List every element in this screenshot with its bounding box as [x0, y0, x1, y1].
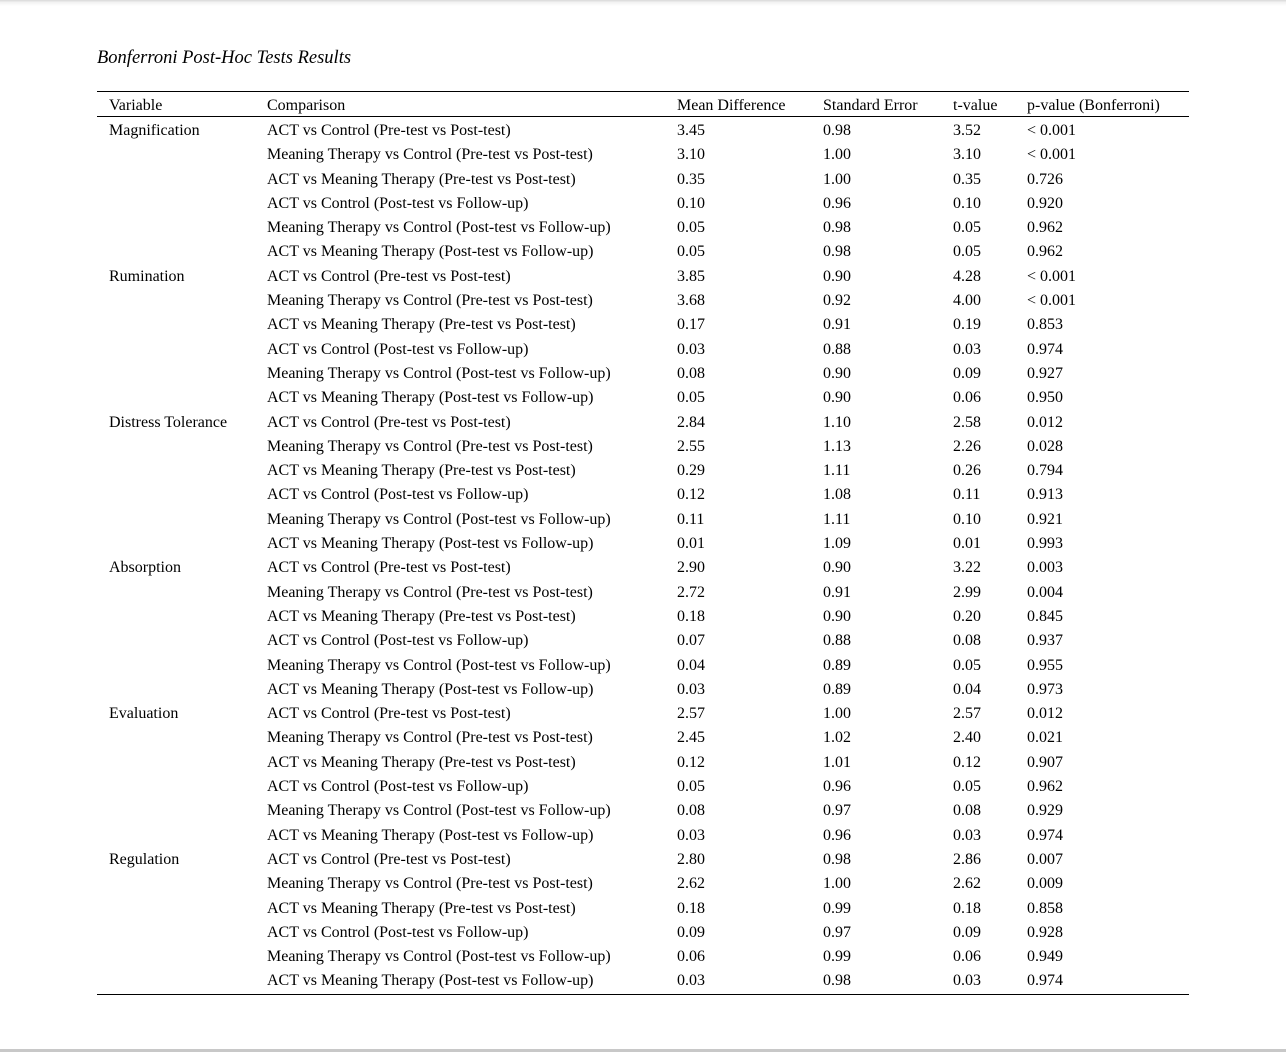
cell-standard-error: 0.98 — [823, 243, 851, 261]
cell-mean-difference: 0.29 — [677, 462, 705, 480]
cell-comparison: Meaning Therapy vs Control (Post-test vs Follow-up) — [267, 948, 611, 966]
cell-p-value: 0.012 — [1027, 413, 1063, 431]
cell-comparison: ACT vs Meaning Therapy (Post-test vs Follow-up) — [267, 243, 594, 261]
cell-mean-difference: 0.11 — [677, 510, 705, 528]
table-row — [97, 678, 1189, 702]
cell-standard-error: 0.99 — [823, 899, 851, 917]
cell-mean-difference: 0.03 — [677, 972, 705, 990]
table-row — [97, 824, 1189, 848]
table-caption: Bonferroni Post-Hoc Tests Results — [97, 48, 352, 68]
table-row — [97, 338, 1189, 362]
cell-t-value: 0.19 — [953, 316, 981, 334]
cell-standard-error: 1.11 — [823, 462, 851, 480]
cell-t-value: 0.12 — [953, 753, 981, 771]
table-row — [97, 386, 1189, 410]
cell-p-value: 0.955 — [1027, 656, 1063, 674]
cell-standard-error: 0.98 — [823, 219, 851, 237]
cell-mean-difference: 0.35 — [677, 170, 705, 188]
cell-standard-error: 0.98 — [823, 122, 851, 139]
cell-standard-error: 0.89 — [823, 656, 851, 674]
table-row — [97, 313, 1189, 337]
table-row — [97, 751, 1189, 775]
cell-t-value: 0.06 — [953, 948, 981, 966]
cell-variable: Evaluation — [109, 705, 179, 723]
table-row — [97, 168, 1189, 192]
cell-mean-difference: 2.90 — [677, 559, 705, 577]
cell-comparison: Meaning Therapy vs Control (Pre-test vs Post-test) — [267, 875, 593, 893]
cell-standard-error: 1.08 — [823, 486, 851, 504]
cell-mean-difference: 2.84 — [677, 413, 705, 431]
cell-standard-error: 0.90 — [823, 559, 851, 577]
cell-comparison: ACT vs Control (Post-test vs Follow-up) — [267, 194, 529, 212]
cell-mean-difference: 0.09 — [677, 923, 705, 941]
cell-mean-difference: 0.01 — [677, 535, 705, 553]
cell-t-value: 3.52 — [953, 122, 981, 139]
cell-mean-difference: 2.55 — [677, 437, 705, 455]
cell-p-value: 0.907 — [1027, 753, 1063, 771]
table-row — [97, 921, 1189, 945]
cell-p-value: 0.853 — [1027, 316, 1063, 334]
cell-comparison: Meaning Therapy vs Control (Post-test vs Follow-up) — [267, 219, 611, 237]
cell-variable: Absorption — [109, 559, 181, 577]
cell-comparison: Meaning Therapy vs Control (Pre-test vs Post-test) — [267, 437, 593, 455]
cell-standard-error: 1.00 — [823, 146, 851, 164]
cell-t-value: 0.08 — [953, 632, 981, 650]
cell-mean-difference: 0.05 — [677, 778, 705, 796]
cell-standard-error: 1.01 — [823, 753, 851, 771]
cell-comparison: Meaning Therapy vs Control (Pre-test vs Post-test) — [267, 583, 593, 601]
cell-mean-difference: 0.17 — [677, 316, 705, 334]
cell-comparison: ACT vs Control (Post-test vs Follow-up) — [267, 632, 529, 650]
results-table — [97, 91, 1189, 995]
cell-t-value: 0.05 — [953, 243, 981, 261]
cell-t-value: 0.05 — [953, 656, 981, 674]
cell-mean-difference: 3.10 — [677, 146, 705, 164]
cell-t-value: 0.05 — [953, 219, 981, 237]
cell-t-value: 0.10 — [953, 510, 981, 528]
cell-p-value: 0.962 — [1027, 778, 1063, 796]
cell-t-value: 0.11 — [953, 486, 981, 504]
table-row — [97, 192, 1189, 216]
cell-t-value: 0.18 — [953, 899, 981, 917]
cell-comparison: ACT vs Control (Pre-test vs Post-test) — [267, 122, 511, 139]
table-row — [97, 119, 1189, 143]
cell-p-value: < 0.001 — [1027, 122, 1077, 139]
cell-p-value: 0.007 — [1027, 850, 1063, 868]
cell-t-value: 2.58 — [953, 413, 981, 431]
cell-p-value: 0.974 — [1027, 340, 1063, 358]
cell-comparison: ACT vs Meaning Therapy (Post-test vs Follow-up) — [267, 972, 594, 990]
cell-t-value: 0.03 — [953, 340, 981, 358]
cell-p-value: < 0.001 — [1027, 146, 1077, 164]
cell-mean-difference: 2.72 — [677, 583, 705, 601]
cell-p-value: 0.973 — [1027, 680, 1063, 698]
cell-comparison: ACT vs Meaning Therapy (Post-test vs Follow-up) — [267, 389, 594, 407]
cell-standard-error: 1.10 — [823, 413, 851, 431]
table-row — [97, 240, 1189, 264]
cell-comparison: ACT vs Meaning Therapy (Pre-test vs Post-test) — [267, 462, 576, 480]
cell-mean-difference: 3.45 — [677, 122, 705, 139]
cell-p-value: 0.009 — [1027, 875, 1063, 893]
cell-mean-difference: 0.06 — [677, 948, 705, 966]
table-row — [97, 289, 1189, 313]
cell-mean-difference: 2.80 — [677, 850, 705, 868]
cell-mean-difference: 0.03 — [677, 340, 705, 358]
table-row — [97, 969, 1189, 993]
cell-comparison: ACT vs Meaning Therapy (Pre-test vs Post-test) — [267, 899, 576, 917]
cell-p-value: 0.794 — [1027, 462, 1063, 480]
cell-standard-error: 0.90 — [823, 267, 851, 285]
cell-standard-error: 0.98 — [823, 972, 851, 990]
cell-standard-error: 0.92 — [823, 292, 851, 310]
cell-comparison: Meaning Therapy vs Control (Post-test vs Follow-up) — [267, 364, 611, 382]
table-row — [97, 265, 1189, 289]
cell-standard-error: 0.96 — [823, 778, 851, 796]
cell-p-value: 0.858 — [1027, 899, 1063, 917]
cell-comparison: Meaning Therapy vs Control (Pre-test vs Post-test) — [267, 729, 593, 747]
cell-t-value: 3.10 — [953, 146, 981, 164]
cell-mean-difference: 0.10 — [677, 194, 705, 212]
table-row — [97, 629, 1189, 653]
cell-standard-error: 1.09 — [823, 535, 851, 553]
cell-p-value: 0.913 — [1027, 486, 1063, 504]
cell-mean-difference: 3.85 — [677, 267, 705, 285]
table-row — [97, 216, 1189, 240]
cell-standard-error: 0.97 — [823, 802, 851, 820]
cell-standard-error: 0.98 — [823, 850, 851, 868]
cell-p-value: 0.003 — [1027, 559, 1063, 577]
table-row — [97, 897, 1189, 921]
header-t-value: t-value — [953, 97, 998, 114]
cell-mean-difference: 0.05 — [677, 389, 705, 407]
header-p-value: p-value (Bonferroni) — [1027, 97, 1160, 114]
table-row — [97, 411, 1189, 435]
cell-mean-difference: 0.05 — [677, 243, 705, 261]
cell-t-value: 2.62 — [953, 875, 981, 893]
cell-t-value: 2.57 — [953, 705, 981, 723]
table-row — [97, 459, 1189, 483]
cell-comparison: ACT vs Control (Pre-test vs Post-test) — [267, 267, 511, 285]
table-row — [97, 532, 1189, 556]
cell-variable: Rumination — [109, 267, 185, 285]
cell-p-value: 0.004 — [1027, 583, 1063, 601]
table-row — [97, 872, 1189, 896]
cell-mean-difference: 0.08 — [677, 364, 705, 382]
cell-p-value: 0.950 — [1027, 389, 1063, 407]
cell-comparison: ACT vs Meaning Therapy (Post-test vs Follow-up) — [267, 680, 594, 698]
cell-t-value: 2.40 — [953, 729, 981, 747]
cell-mean-difference: 0.03 — [677, 826, 705, 844]
table-row — [97, 581, 1189, 605]
cell-mean-difference: 2.57 — [677, 705, 705, 723]
cell-p-value: 0.920 — [1027, 194, 1063, 212]
cell-standard-error: 0.96 — [823, 826, 851, 844]
cell-variable: Distress Tolerance — [109, 413, 228, 431]
cell-comparison: ACT vs Meaning Therapy (Pre-test vs Post-test) — [267, 753, 576, 771]
cell-comparison: ACT vs Meaning Therapy (Pre-test vs Post-test) — [267, 316, 576, 334]
cell-mean-difference: 0.18 — [677, 899, 705, 917]
cell-p-value: < 0.001 — [1027, 292, 1077, 310]
cell-mean-difference: 0.03 — [677, 680, 705, 698]
table-row — [97, 605, 1189, 629]
table-row — [97, 362, 1189, 386]
cell-comparison: ACT vs Control (Pre-test vs Post-test) — [267, 850, 511, 868]
cell-mean-difference: 0.12 — [677, 486, 705, 504]
header-variable: Variable — [109, 97, 163, 114]
cell-comparison: Meaning Therapy vs Control (Pre-test vs Post-test) — [267, 292, 593, 310]
cell-t-value: 0.26 — [953, 462, 981, 480]
table-body — [97, 117, 1189, 994]
cell-standard-error: 0.90 — [823, 607, 851, 625]
cell-comparison: Meaning Therapy vs Control (Pre-test vs Post-test) — [267, 146, 593, 164]
cell-p-value: 0.928 — [1027, 923, 1063, 941]
cell-p-value: 0.845 — [1027, 607, 1063, 625]
header-standard-error: Standard Error — [823, 97, 918, 114]
cell-standard-error: 0.88 — [823, 340, 851, 358]
page-top-shadow — [0, 0, 1286, 6]
cell-p-value: 0.962 — [1027, 219, 1063, 237]
table-row — [97, 799, 1189, 823]
cell-p-value: 0.949 — [1027, 948, 1063, 966]
cell-p-value: 0.929 — [1027, 802, 1063, 820]
cell-p-value: 0.974 — [1027, 826, 1063, 844]
cell-p-value: 0.726 — [1027, 170, 1063, 188]
cell-mean-difference: 2.62 — [677, 875, 705, 893]
cell-standard-error: 1.11 — [823, 510, 851, 528]
cell-t-value: 0.08 — [953, 802, 981, 820]
cell-standard-error: 0.90 — [823, 389, 851, 407]
cell-mean-difference: 0.05 — [677, 219, 705, 237]
cell-comparison: ACT vs Control (Pre-test vs Post-test) — [267, 559, 511, 577]
table-row — [97, 702, 1189, 726]
cell-t-value: 0.05 — [953, 778, 981, 796]
cell-standard-error: 0.91 — [823, 583, 851, 601]
table-row — [97, 508, 1189, 532]
cell-standard-error: 0.99 — [823, 948, 851, 966]
cell-mean-difference: 0.12 — [677, 753, 705, 771]
cell-p-value: 0.974 — [1027, 972, 1063, 990]
cell-mean-difference: 3.68 — [677, 292, 705, 310]
table-row — [97, 483, 1189, 507]
cell-p-value: 0.937 — [1027, 632, 1063, 650]
cell-t-value: 0.01 — [953, 535, 981, 553]
cell-standard-error: 1.00 — [823, 170, 851, 188]
cell-mean-difference: 0.18 — [677, 607, 705, 625]
cell-comparison: ACT vs Meaning Therapy (Post-test vs Follow-up) — [267, 826, 594, 844]
cell-comparison: ACT vs Meaning Therapy (Pre-test vs Post-test) — [267, 170, 576, 188]
cell-comparison: ACT vs Control (Post-test vs Follow-up) — [267, 340, 529, 358]
cell-t-value: 2.26 — [953, 437, 981, 455]
cell-comparison: ACT vs Control (Pre-test vs Post-test) — [267, 413, 511, 431]
cell-t-value: 4.00 — [953, 292, 981, 310]
cell-t-value: 4.28 — [953, 267, 981, 285]
table-row — [97, 654, 1189, 678]
cell-standard-error: 0.90 — [823, 364, 851, 382]
cell-standard-error: 0.88 — [823, 632, 851, 650]
cell-t-value: 0.03 — [953, 972, 981, 990]
cell-p-value: 0.927 — [1027, 364, 1063, 382]
cell-t-value: 3.22 — [953, 559, 981, 577]
cell-comparison: Meaning Therapy vs Control (Post-test vs Follow-up) — [267, 656, 611, 674]
cell-t-value: 0.09 — [953, 364, 981, 382]
cell-mean-difference: 0.04 — [677, 656, 705, 674]
cell-variable: Magnification — [109, 122, 200, 139]
table-row — [97, 848, 1189, 872]
cell-mean-difference: 2.45 — [677, 729, 705, 747]
cell-t-value: 2.99 — [953, 583, 981, 601]
header-mean-difference: Mean Difference — [677, 97, 786, 114]
cell-comparison: ACT vs Control (Pre-test vs Post-test) — [267, 705, 511, 723]
cell-t-value: 0.09 — [953, 923, 981, 941]
cell-t-value: 0.10 — [953, 194, 981, 212]
header-comparison: Comparison — [267, 97, 346, 114]
cell-standard-error: 1.13 — [823, 437, 851, 455]
cell-comparison: ACT vs Control (Post-test vs Follow-up) — [267, 923, 529, 941]
cell-p-value: < 0.001 — [1027, 267, 1077, 285]
cell-standard-error: 0.97 — [823, 923, 851, 941]
cell-p-value: 0.962 — [1027, 243, 1063, 261]
cell-p-value: 0.993 — [1027, 535, 1063, 553]
cell-standard-error: 0.91 — [823, 316, 851, 334]
table-row — [97, 726, 1189, 750]
table-row — [97, 435, 1189, 459]
cell-mean-difference: 0.08 — [677, 802, 705, 820]
cell-p-value: 0.028 — [1027, 437, 1063, 455]
cell-mean-difference: 0.07 — [677, 632, 705, 650]
cell-t-value: 0.35 — [953, 170, 981, 188]
cell-standard-error: 1.00 — [823, 705, 851, 723]
cell-standard-error: 1.02 — [823, 729, 851, 747]
table-row — [97, 143, 1189, 167]
cell-p-value: 0.012 — [1027, 705, 1063, 723]
cell-variable: Regulation — [109, 850, 180, 868]
cell-t-value: 0.20 — [953, 607, 981, 625]
cell-p-value: 0.921 — [1027, 510, 1063, 528]
cell-comparison: ACT vs Control (Post-test vs Follow-up) — [267, 486, 529, 504]
cell-standard-error: 0.96 — [823, 194, 851, 212]
table-row — [97, 775, 1189, 799]
cell-comparison: ACT vs Control (Post-test vs Follow-up) — [267, 778, 529, 796]
cell-t-value: 0.04 — [953, 680, 981, 698]
cell-t-value: 0.06 — [953, 389, 981, 407]
cell-comparison: ACT vs Meaning Therapy (Pre-test vs Post-test) — [267, 607, 576, 625]
cell-t-value: 2.86 — [953, 850, 981, 868]
cell-p-value: 0.021 — [1027, 729, 1063, 747]
cell-comparison: ACT vs Meaning Therapy (Post-test vs Follow-up) — [267, 535, 594, 553]
table-row — [97, 945, 1189, 969]
cell-t-value: 0.03 — [953, 826, 981, 844]
table-header-row — [97, 92, 1189, 117]
cell-standard-error: 1.00 — [823, 875, 851, 893]
cell-comparison: Meaning Therapy vs Control (Post-test vs Follow-up) — [267, 510, 611, 528]
cell-standard-error: 0.89 — [823, 680, 851, 698]
cell-comparison: Meaning Therapy vs Control (Post-test vs Follow-up) — [267, 802, 611, 820]
table-row — [97, 556, 1189, 580]
